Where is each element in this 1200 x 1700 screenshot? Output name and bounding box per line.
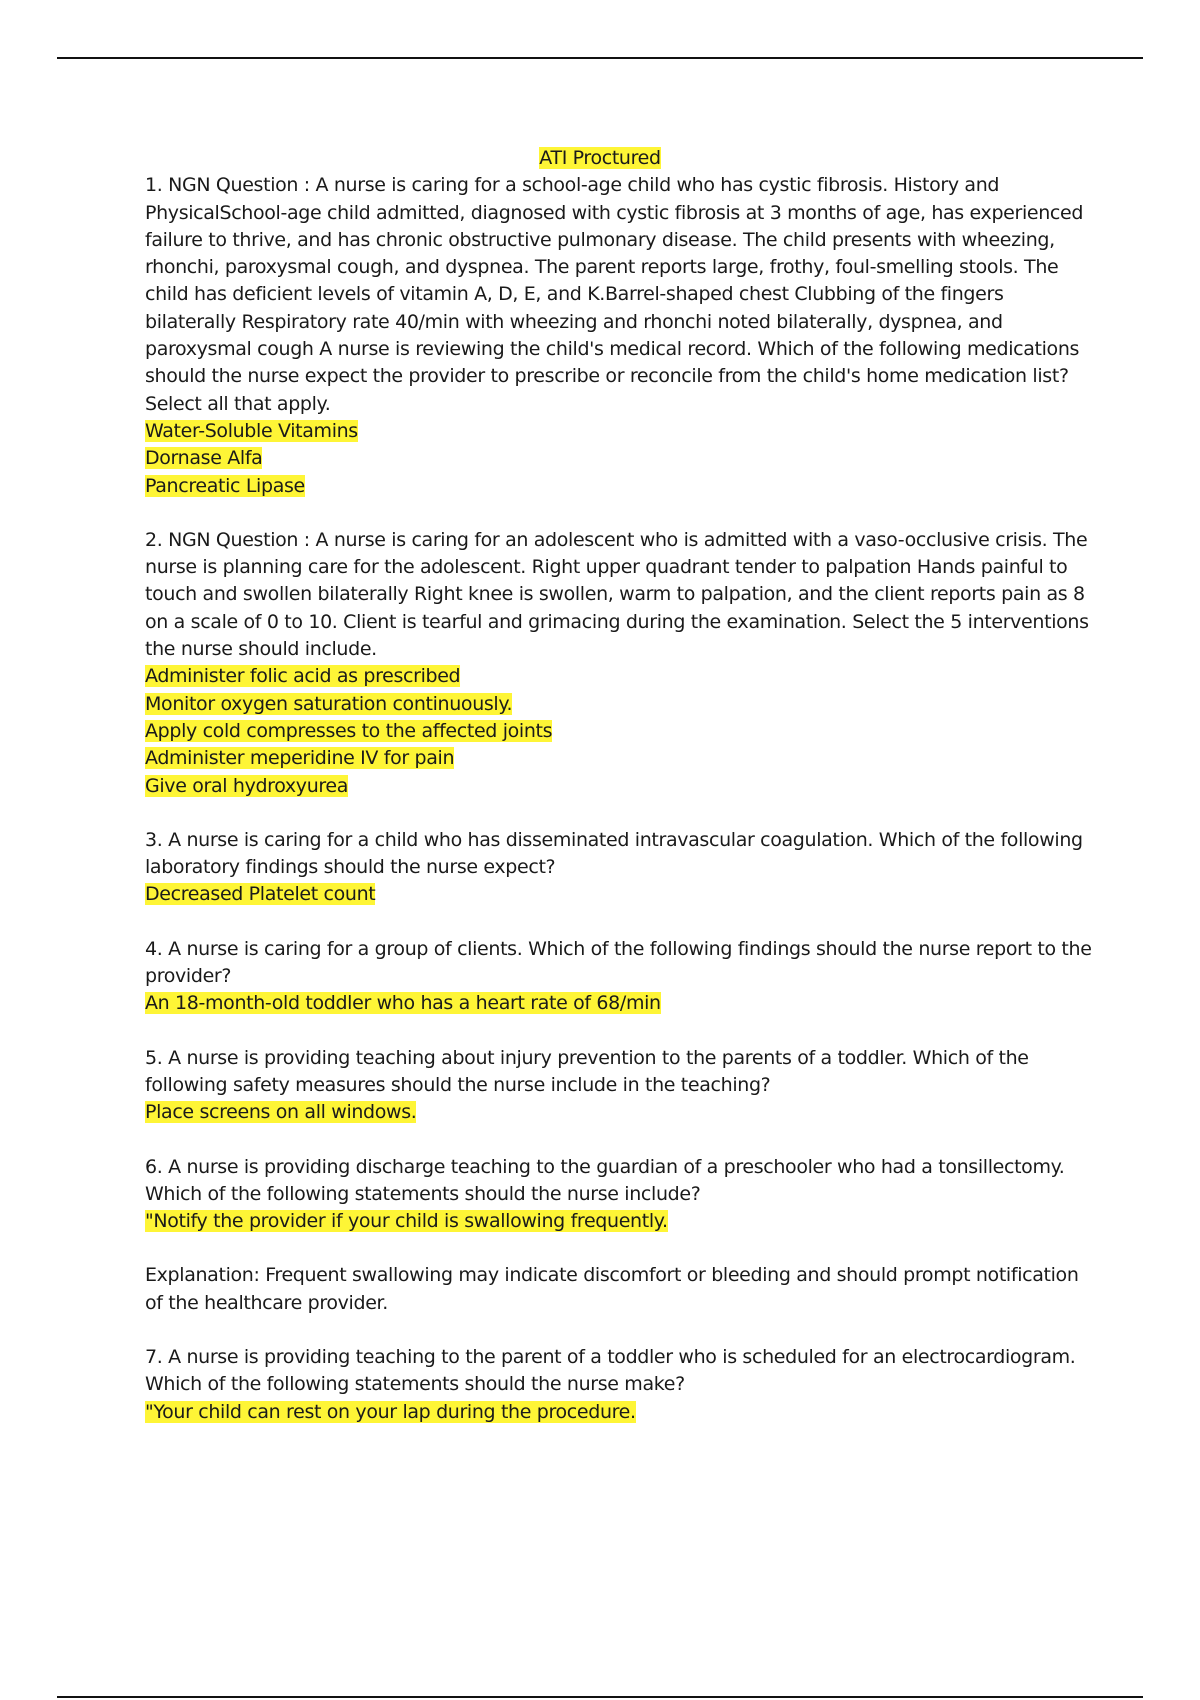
answer-highlight: Dornase Alfa — [145, 447, 263, 470]
paragraph-gap — [145, 1235, 1095, 1262]
answer-list — [145, 1099, 1095, 1126]
answer-highlight: Pancreatic Lipase — [145, 474, 305, 497]
paragraph-gap — [145, 1127, 1095, 1154]
question-text: 1. NGN Question : A nurse is caring for a school-age child who has cystic fibrosis. History and PhysicalSchool-age child admitted, diagnosed with cystic fibrosis at 3 months of age, has experienced failure to thrive, and has chronic obstructive pulmonary disease. The child presents with wheezing, rhonchi, paroxysmal cough, and dyspnea. The parent reports large, frothy, foul-smelling stools. The child has deficient levels of vitamin A, D, E, and K.Barrel-shaped chest Clubbing of the fingers bilaterally Respiratory rate 40/min with wheezing and rhonchi noted bilaterally, dyspnea, and paroxysmal cough A nurse is reviewing the child's medical record. Which of the following medications should the nurse expect the provider to prescribe or reconcile from the child's home medication list? Select all that apply. — [145, 174, 1084, 415]
answer-highlight: Give oral hydroxyurea — [145, 774, 349, 797]
answer-list — [145, 990, 1095, 1017]
answer-highlight: Administer meperidine IV for pain — [145, 747, 455, 770]
question-5 — [145, 1045, 1095, 1127]
question-7 — [145, 1344, 1095, 1426]
question-text: 4. A nurse is caring for a group of clients. Which of the following findings should the nurse report to the provider? — [145, 937, 1092, 988]
question-1 — [145, 172, 1095, 500]
answer-item — [145, 445, 1095, 472]
answer-item — [145, 1099, 1095, 1126]
answer-highlight: "Your child can rest on your lap during the procedure. — [145, 1400, 636, 1423]
answer-item — [145, 691, 1095, 718]
question-4 — [145, 936, 1095, 1018]
answer-item — [145, 418, 1095, 445]
paragraph-gap — [145, 1018, 1095, 1045]
title-row — [105, 145, 1095, 172]
document-body — [145, 145, 1095, 1426]
answer-item — [145, 745, 1095, 772]
answer-highlight: "Notify the provider if your child is swallowing frequently. — [145, 1210, 668, 1233]
answer-item — [145, 663, 1095, 690]
question-3 — [145, 827, 1095, 909]
explanation-text: Explanation: Frequent swallowing may indicate discomfort or bleeding and should prompt notification of the healthcare provider. — [145, 1264, 1079, 1314]
answer-item — [145, 1208, 1095, 1235]
answer-list — [145, 663, 1095, 799]
answer-item — [145, 881, 1095, 908]
paragraph-gap — [145, 800, 1095, 827]
answer-item — [145, 1399, 1095, 1426]
answer-item — [145, 990, 1095, 1017]
answer-list — [145, 1208, 1095, 1235]
question-text: 2. NGN Question : A nurse is caring for an adolescent who is admitted with a vaso-occlusive crisis. The nurse is planning care for the adolescent. Right upper quadrant tender to palpation Hands painful to touch and swollen bilaterally Right knee is swollen, warm to palpation, and the client reports pain as 8 on a scale of 0 to 10. Client is tearful and grimacing during the examination. Select the 5 interventions the nurse should include. — [145, 528, 1089, 661]
answer-item — [145, 773, 1095, 800]
paragraph-gap — [145, 500, 1095, 527]
answer-list — [145, 1399, 1095, 1426]
question-text: 5. A nurse is providing teaching about injury prevention to the parents of a toddler. Which of the following safety measures should the nurse include in the teaching? — [145, 1046, 1029, 1096]
answer-list — [145, 881, 1095, 908]
document-title: ATI Proctured — [539, 147, 661, 169]
question-text: 3. A nurse is caring for a child who has disseminated intravascular coagulation. Which of the following laboratory findings should the nurse expect? — [145, 828, 1083, 879]
footer-rule — [57, 1696, 1143, 1698]
header-rule — [57, 57, 1143, 59]
question-text: 6. A nurse is providing discharge teaching to the guardian of a preschooler who had a tonsillectomy. Which of the following statements should the nurse include? — [145, 1155, 1065, 1205]
answer-highlight: Water-Soluble Vitamins — [145, 419, 358, 442]
answer-highlight: Monitor oxygen saturation continuously. — [145, 692, 513, 715]
answer-highlight: An 18-month-old toddler who has a heart rate of 68/min — [145, 992, 661, 1015]
answer-list — [145, 418, 1095, 500]
paragraph-gap — [145, 909, 1095, 936]
question-text: 7. A nurse is providing teaching to the parent of a toddler who is scheduled for an electrocardiogram. Which of the following statements should the nurse make? — [145, 1345, 1076, 1396]
answer-item — [145, 718, 1095, 745]
question-2 — [145, 527, 1095, 800]
answer-highlight: Apply cold compresses to the affected joints — [145, 719, 553, 742]
answer-item — [145, 473, 1095, 500]
answer-highlight: Decreased Platelet count — [145, 883, 376, 906]
paragraph-gap — [145, 1317, 1095, 1344]
question-6 — [145, 1154, 1095, 1236]
answer-highlight: Administer folic acid as prescribed — [145, 665, 461, 688]
answer-highlight: Place screens on all windows. — [145, 1101, 417, 1124]
